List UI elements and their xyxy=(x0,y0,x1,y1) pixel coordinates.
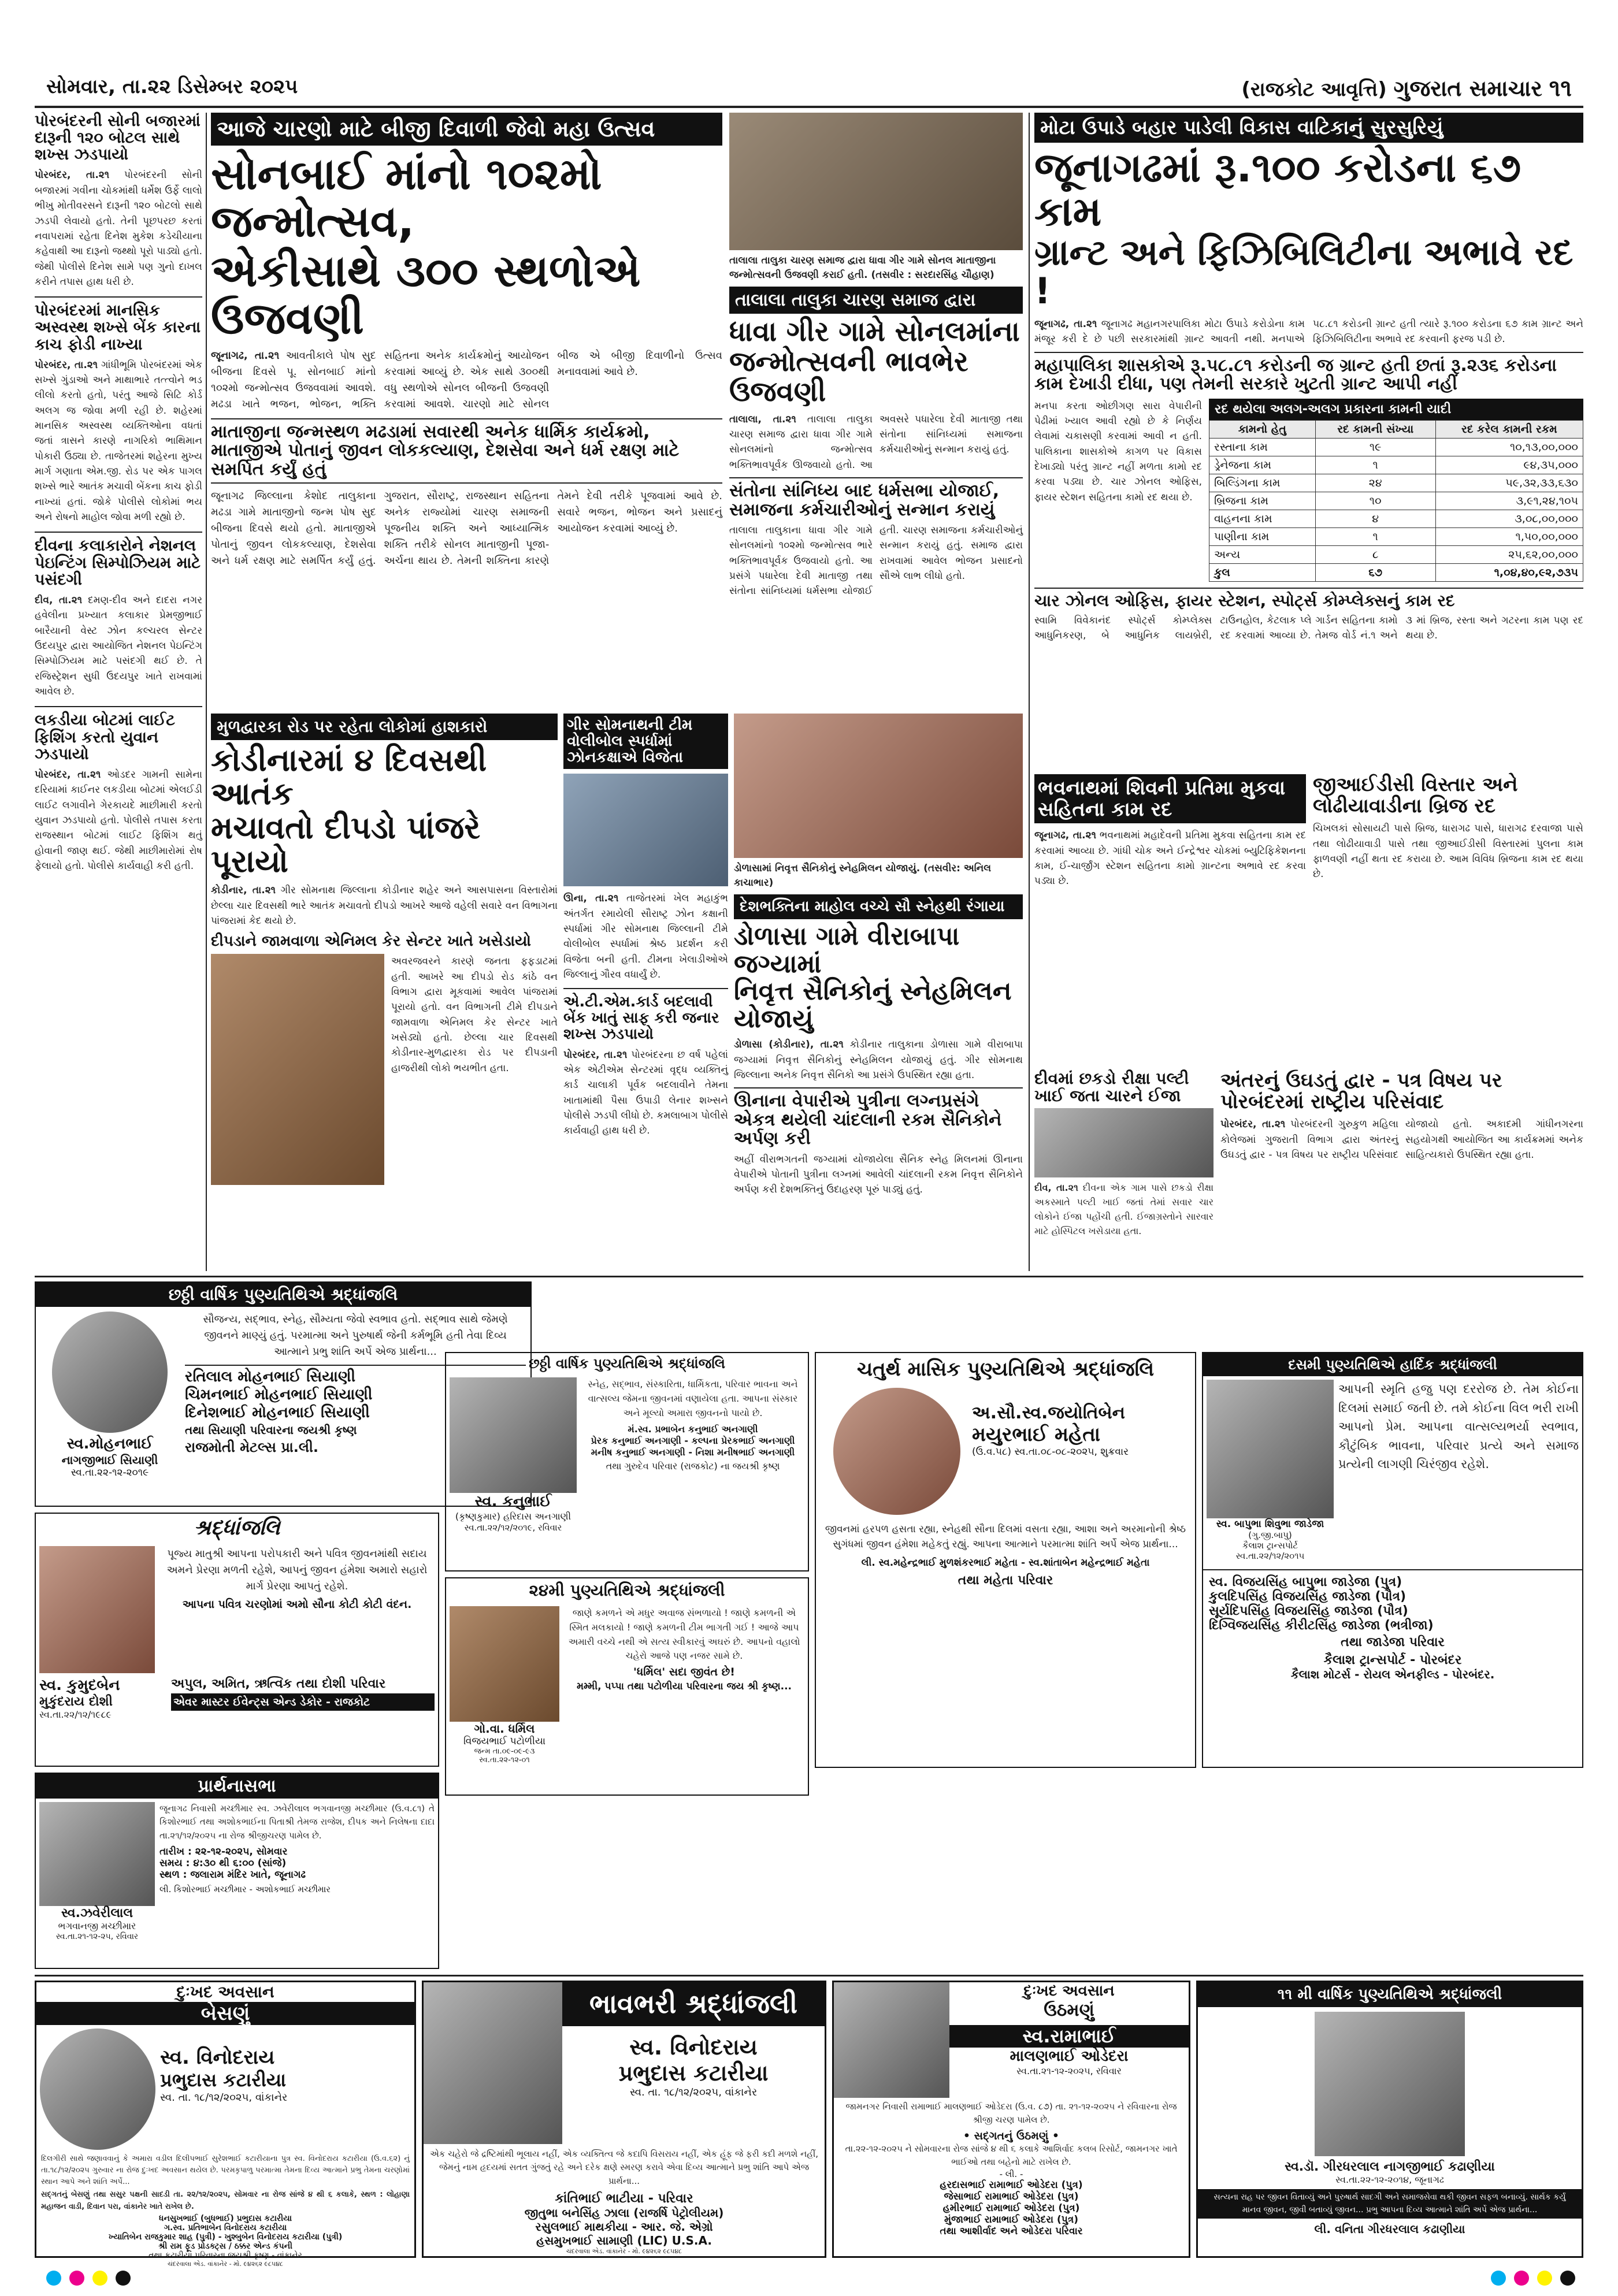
junagadh-article-3: સ્વામિ વિવેકાનંદ સ્પોર્ટ્સ કોમ્પ્લેક્સ આધુનિકરણ, બે આધુનિક લાયબ્રેરી, ટાઉનહોલ, કેટલાક પ્લે ગાર્ડન સહિતના કામો રદ કરવામાં આવ્યા છે. તેમજ વોર્ડ નં.૧ અને ૩ માં બ્રિજ, રસ્તા અને ગટરના કામ પણ રદ થયા છે. xyxy=(1034,614,1583,642)
una-trader-headline: ઊનાના વેપારીએ પુત્રીના લગ્નપ્રસંગે એકત્ર થયેલી ચાંદલાની રકમ સૈનિકોને અર્પણ કરી xyxy=(734,1087,1023,1148)
family-name: કુલદિપસિંહ વિજયસિંહ જાડેજા (પૌત્ર) xyxy=(1209,1589,1407,1604)
tribute-text: પૂજ્ય માતુશ્રી આપના પરોપકારી અને પવિત્ર જીવનમાંથી સદાય અમને પ્રેરણા મળતી રહેશે, આપનું જીવન હંમેશા અમારો સહારો માર્ગ પ્રેરણા આપતું રહેશે. xyxy=(166,1548,428,1592)
atm-article xyxy=(563,1047,728,1139)
besnu-details: સદ્ગતનું બેસણું તથા સસુર પક્ષની સાદડી તા. ૨૨/૧૨/૨૦૨૫, સોમવાર ના રોજ સાંજે ૪ થી ૬ કલાકે, સ્થળ : લોહાણા મહાજન વાડી, દિવાન પરા, વાંકાનેર ખાતે રાખેલ છે. xyxy=(41,2190,410,2211)
issue-date: સોમવાર, તા.૨૨ ડિસેમ્બર ૨૦૨૫ xyxy=(46,75,298,98)
sonbai-subhead: માતાજીના જન્મસ્થળ મઢડામાં સવારથી અનેક ધાર્મિક કાર્યક્રમો, માતાજીએ પોતાનું જીવન લોકકલ્યાણ, દેશસેવા અને ધર્મ રક્ષણ માટે સમર્પિત કર્યું હતું xyxy=(211,418,722,484)
dateline: પોરબંદર, તા.૨૧ xyxy=(1220,1119,1286,1131)
obituary-vinodray-tribute xyxy=(422,1981,826,2258)
dateline: ડોળાસા (કોડીનાર), તા.૨૧ xyxy=(734,1039,844,1051)
article-text: આવતીકાલે પોષ સુદ બીજના દિવસે પૂ. સોનબાઈ માંનો ૧૦૨મો જન્મોત્સવ ઉજવવામાં આવશે. મઢડા ખાતે ભજન, ભોજન, ભક્તિ સહિતના અનેક કાર્યક્રમોનું આયોજન કરવામાં આવ્યું છે. એક સાથે ૩૦૦થી વધુ સ્થળોએ સોનલ બીજની ઉજવણી કરવામાં આવશે. ચારણો માટે સોનલ બીજ એ બીજી દિવાળીનો ઉત્સવ મનાવવામાં આવે છે. xyxy=(211,350,722,410)
death-date: સ્વ.તા.૨૨-૧૨-૨૦૧૪, જૂનાગઢ xyxy=(1335,2174,1444,2185)
article-text: તાજેતરમાં ખેલ મહાકુંભ અંતર્ગત રમાયેલી સૌરાષ્ટ્ર ઝોન કક્ષાની સ્પર્ધામાં ગીર સોમનાથ જિલ્લાની ટીમે વોલીબોલ સ્પર્ધામાં શ્રેષ્ઠ પ્રદર્શન કરી વિજેતા બની હતી. ટીમના ખેલાડીઓએ જિલ્લાનું ગૌરવ વધાર્યું છે. xyxy=(563,893,728,980)
kodinar-story xyxy=(211,714,558,1271)
uthamnu-title: • સદ્ગતનું ઉઠમણું • xyxy=(963,2129,1060,2142)
deceased-surname: માલણભાઈ ઓડેદરા xyxy=(1010,2048,1129,2065)
column-rule xyxy=(206,113,207,1271)
table-row: ડ્રેનેજના કામ ૧ ૯૪,૩૫,૦૦૦ xyxy=(1209,456,1583,474)
tribute-quote: 'ધર્મિલ' સદા જીવંત છે! xyxy=(633,1666,735,1679)
family-name: જેસાભાઈ રામાભાઈ ઓડેદરા (પુત્ર) xyxy=(944,2191,1079,2202)
obituary-title: શ્રદ્ધાંજલિ xyxy=(194,1516,280,1540)
dhava-kicker: તાલાલા તાલુકા ચારણ સમાજ દ્વારા xyxy=(729,287,1023,314)
article-text: દમણ-દીવ અને દાદરા નગર હવેલીના પ્રખ્યાત કલાકાર પ્રેમજીભાઈ બારૈયાની વેસ્ટ ઝોન કલ્ચરલ સેન્ટર ઉદયપુર દ્વારા આયોજિત નેશનલ પેઇન્ટિંગ સિમ્પોઝિયમ માટે પસંદગી થઈ છે. તે રજિસ્ટ્રેશન સુધી ઉદયપુર ખાતે રાખવામાં આવેલ છે. xyxy=(35,594,202,697)
portrait-photo xyxy=(834,1982,949,2098)
junagadh-article-2: મનપા કરતા ઓછીગણ સારા વેપારીની પેઢીમાં ખ્યાલ આવી રહ્યો છે કે નિર્ણય લેવામાં ચકાસણી કરવામાં આવી ન હતી. પાલિકાના શાસકોએ કાગળ પર વિકાસ દેખાડ્યો પરંતુ ગ્રાન્ટ નહીં મળતા કામો રદ કરવા પડ્યા છે. ચાર ઝોનલ ઓફિસ, ફાયર સ્ટેશન સહિતના કામો રદ થયા છે. xyxy=(1034,400,1202,503)
dhava-headline-2: જન્મોત્સવની ભાવભેર ઉજવણી xyxy=(729,345,968,408)
section-rule xyxy=(35,1975,1583,1977)
obituary-vinodray-besnu xyxy=(35,1981,416,2268)
deceased-surname: (ગુ.જી.બાપુ) xyxy=(1248,1530,1292,1540)
registration-mark-cyan xyxy=(46,2271,61,2286)
portrait-photo xyxy=(40,2028,155,2150)
registration-mark-magenta xyxy=(1514,2271,1529,2286)
article-text: ઓડદર ગામની સામેના દરિયામાં કાઈનર લકડીયા બોટમાં એલઈડી લાઈટ લગાવીને ગેરકાયદે માછીમારી કરતો યુવાન ઝડપાયો હતો. પોલીસે તપાસ કરતા રાજસ્થાન બોટમાં લાઈટ ફિશિંગ થતું હોવાની જાણ થઈ. જેથી માછીમારોમાં રોષ ફેલાયો હતો. પોલીસે કાર્યવાહી કરી હતી. xyxy=(35,768,202,872)
signoff-marker: - લી. - xyxy=(999,2169,1023,2179)
registration-mark-yellow xyxy=(1537,2271,1552,2286)
kodinar-headline-1: કોડીનારમાં ૪ દિવસથી આતંક xyxy=(211,742,487,812)
headline-light-fishing: લકડીયા બોટમાં લાઈટ ફિશિંગ કરતો યુવાન ઝડપાયો xyxy=(35,706,202,762)
prayer-time: સમય : ૪:૩૦ થી ૬:૦૦ (સાંજે) xyxy=(159,1857,287,1869)
table-header: રદ કામની સંખ્યા xyxy=(1315,420,1435,438)
family-signoff: તથા ગુરુદેવ પરિવાર (રાજકોટ) ના જયશ્રી કૃષ્ણ xyxy=(606,1461,780,1472)
death-date: સ્વ.તા.૨૧-૧૨-૨૫, રવિવાર xyxy=(55,1932,139,1941)
article-text: જૂનાગઢ મહાનગરપાલિકા મોટા ઉપાડે કરોડોના કામ મંજૂર કરી દે છે પછી સરકારમાંથી ગ્રાન્ટ આવતી નથી. મનપાએ ૫૮.૮૧ કરોડની ગ્રાન્ટ હતી ત્યારે રૂ.૧૦૦ કરોડના ૬૭ કામ ગ્રાન્ટ અને ફિઝિબિલિટીના અભાવે રદ કરવાની ફરજ પડી છે. xyxy=(1034,318,1583,345)
dolasa-article xyxy=(734,1037,1023,1083)
tribute-text: સૌજન્ય, સદ્ભાવ, સ્નેહ, સૌમ્યતા જેવો સ્વભાવ હતો. સદ્ભાવ સાથે જેમણે જીવનને માણ્યું હતું. પરમાત્મા અને પુરુષાર્થ જેની કર્મભૂમિ હતી તેવા દિવ્ય આત્માને પ્રભુ શાંતિ અર્પે એજ પ્રાર્થના... xyxy=(203,1313,508,1358)
article-porbandar-liquor xyxy=(35,168,202,289)
deceased-name: સ્વ. બાપુભા શિવુભા જાડેજા xyxy=(1216,1518,1324,1530)
dolasa-headline-2: નિવૃત્ત સૈનિકોનું સ્નેહમિલન યોજાયું xyxy=(734,976,1012,1034)
obituary-title: ચતુર્થ માસિક પુણ્યતિથિએ શ્રદ્ધાંજલિ xyxy=(856,1358,1155,1381)
dolasa-kicker: દેશભક્તિના માહોલ વચ્ચે સૌ સ્નેહથી રંગાયા xyxy=(734,894,1023,919)
dolasa-headline-1: ડોળાસા ગામે વીરાબાપા જગ્યામાં xyxy=(734,922,960,979)
rickshaw-headline: દીવમાં છકડો રીક્ષા પલ્ટી ખાઈ જતા ચારને ઈજા xyxy=(1034,1069,1189,1106)
death-date: (ઉ.વ.૫૮) સ્વ.તા.૦૮-૦૮-૨૦૨૫, શુક્રવાર xyxy=(972,1446,1129,1458)
deceased-surname: પ્રભુદાસ કટારીયા xyxy=(618,2060,769,2086)
family-signoff: તથા મહેતા પરિવાર xyxy=(958,1573,1053,1588)
left-column xyxy=(35,113,202,1271)
bhavnath-article xyxy=(1034,828,1306,889)
obituary-title: દસમી પુણ્યતિથિએ હાર્દિક શ્રદ્ધાંજલી xyxy=(1203,1353,1582,1376)
dolasa-caption: ડોળાસામાં નિવૃત્ત સૈનિકોનું સ્નેહમિલન યોજાયું. (તસવીર: અનિલ કાચાભાર) xyxy=(734,863,992,889)
rickshaw-story xyxy=(1034,1070,1214,1271)
deceased-surname: વિજયભાઈ પટોળીયા xyxy=(463,1736,546,1747)
family-name: હરદાસભાઈ રામાભાઈ ઓડેદરા (પુત્ર) xyxy=(940,2179,1083,2191)
junagadh-headline-1: જૂનાગઢમાં રૂ.૧૦૦ કરોડના ૬૭ કામ xyxy=(1034,144,1521,235)
deceased-name: સ્વ. કુમુદબેન xyxy=(39,1677,120,1694)
table-header: કામનો હેતુ xyxy=(1209,420,1316,438)
firm-name-2: કૈલાશ ટ્રાન્સપોર્ટ - પોરબંદર xyxy=(1323,1653,1462,1667)
family-name: ચિમનભાઈ મોહનભાઈ સિયાણી xyxy=(185,1385,373,1403)
tribute-text: સ્નેહ, સદ્ભાવ, સંસ્કારિતા, ધાર્મિકતા, પરિવાર ભાવના અને વાત્સલ્ય જેમના જીવનમાં વણાયેલા હતા. આપના સંસ્કાર અને મૂલ્યો અમારા જીવનનો પાયો છે. xyxy=(588,1379,798,1418)
registration-mark-cyan xyxy=(1491,2271,1506,2286)
article-text: તાલાલા તાલુકા ચારણ સમાજ દ્વારા ધાવા ગીર ગામે સોનલમાંનો જન્મોત્સવ ભક્તિભાવપૂર્વક ઊજવાયો હતો. આ અવસરે પધારેલા દેવી માતાજી તથા સંતોના સાંનિધ્યમાં સમાજના કર્મચારીઓનું સન્માન કરાયું હતું. xyxy=(729,413,1023,471)
cancelled-works-table-title: રદ થયેલા અલગ-અલગ પ્રકારના કામની યાદી xyxy=(1209,399,1583,420)
deceased-surname: મુકુંદરાય દોશી xyxy=(39,1695,113,1709)
family-name: મનીષ કનુભાઈ અનગાણી - નિશા મનીષભાઈ અનગાણી xyxy=(591,1447,795,1458)
sonbai-story xyxy=(211,113,722,708)
antarang-story xyxy=(1220,1070,1583,1271)
portrait-photo xyxy=(39,1802,155,1906)
prayer-date: તારીખ : ૨૨-૧૨-૨૦૨૫, સોમવાર xyxy=(159,1845,288,1857)
kodinar-headline-2: મચાવતો દીપડો પાંજરે પૂરાયો xyxy=(211,809,481,879)
deceased-name: સ્વ.ડૉ. ગીરધરલાલ નાગજીભાઈ કઢાણીયા xyxy=(1285,2160,1495,2174)
obituary-girdharlal xyxy=(1196,1981,1583,2258)
family-name: જીતુભા બનેસિંહ ઝાલા (રાજર્ષિ પેટ્રોલીયમ) xyxy=(524,2205,724,2220)
firm-name: રાજમોતી મેટલ્સ પ્રા.લી. xyxy=(185,1439,318,1455)
family-signoff: તથા કટારીયા પરિવારના જયશ્રી કૃષ્ણ - વાંકાનેર xyxy=(149,2250,302,2260)
volleyball-headline: ગીર સોમનાથની ટીમ વોલીબોલ સ્પર્ધામાં ઝોનકક્ષાએ વિજેતા xyxy=(563,714,728,769)
sonbai-headline-2: એકીસાથે ૩૦૦ સ્થળોએ ઉજવણી xyxy=(211,245,641,344)
una-trader-article: અહીં વીરાભગતની જગ્યામાં યોજાયેલા સૈનિક સ્નેહ મિલનમાં ઊનાના વેપારીએ પોતાની પુત્રીના લગ્નમાં આવેલી ચાંદલાની રકમ નિવૃત્ત સૈનિકોને અર્પણ કરી દેશભક્તિનું ઉદાહરણ પૂરું પાડ્યું હતું. xyxy=(734,1153,1023,1196)
dateline: પોરબંદર, તા.૨૧ xyxy=(563,1049,628,1061)
obituary-bapubha xyxy=(1202,1352,1583,1768)
deceased-name: ગો.વા. ધર્મિલ xyxy=(474,1722,535,1736)
portrait-photo xyxy=(450,1377,577,1493)
edition-label: (રાજકોટ આવૃત્તિ) xyxy=(1241,78,1387,101)
table-row: પાણીના કામ ૧ ૧,૫૦,૦૦,૦૦૦ xyxy=(1209,527,1583,545)
dhava-subhead: સંતોના સાંનિધ્ય બાદ ધર્મસભા યોજાઈ, સમાજના કર્મચારીઓનું સન્માન કરાયું xyxy=(729,477,1023,519)
obituary-subtitle: ઉઠમણું xyxy=(1044,2000,1094,2020)
volleyball-article xyxy=(563,891,728,982)
deceased-name: સ્વ.ઝવેરીલાલ xyxy=(61,1906,133,1920)
section-rule xyxy=(35,1276,1583,1277)
dateline: ઊના, તા.૨૧ xyxy=(563,893,619,905)
family-name: રસુલભાઈ માથકીયા - આર. જે. એગ્રો xyxy=(535,2219,713,2234)
rickshaw-article xyxy=(1034,1181,1214,1238)
birth-death-dates: જન્મ તા.૦૯-૦૯-૯૩ સ્વ.તા.૨૨-૧૨-૦૧ xyxy=(474,1747,535,1764)
article-light-fishing xyxy=(35,767,202,874)
family-name: હમીરભાઈ રામાભાઈ ઓડેદરા (પુત્ર) xyxy=(942,2202,1080,2214)
junagadh-story xyxy=(1034,113,1583,768)
family-signoff: લી. વનિતા ગીરધરલાલ કઢાણીયા xyxy=(1314,2222,1465,2236)
header-rule xyxy=(35,106,1583,108)
family-name: મં.સ્વ. પ્રભાબેન કનુભાઈ અનગાણી xyxy=(628,1424,758,1435)
obituary-title: દુઃખદ અવસાન xyxy=(1023,1982,1115,2000)
family-names: અપુલ, અમિત, ઋત્વિક તથા દોશી પરિવાર xyxy=(171,1677,386,1691)
dateline: પોરબંદર, તા.૨૧ xyxy=(35,768,101,781)
dateline: તાલાલા, તા.૨૧ xyxy=(729,413,796,425)
junagadh-subhead: મહાપાલિકા શાસકોએ રૂ.૫૮.૮૧ કરોડની જ ગ્રાન્ટ હતી છતાં રૂ.૨૩૬ કરોડના કામ દેખાડી દીધા, પણ તેમની સરકારે ખુટતી ગ્રાન્ટ આપી નહીં xyxy=(1034,352,1583,394)
junagadh-subhead-2: ચાર ઝોનલ ઓફિસ, ફાયર સ્ટેશન, સ્પોર્ટ્સ કોમ્પ્લેક્સનું કામ રદ xyxy=(1034,588,1583,610)
obituary-title: ભાવભરી શ્રદ્ધાંજલી xyxy=(562,1982,825,2026)
obituary-title: છઠ્ઠી વાર્ષિક પુણ્યતિથિએ શ્રદ્ધાંજલિ xyxy=(529,1355,725,1372)
article-text: પોરબંદરના છ વર્ષ પહેલાં એક એટીએમ સેન્ટરમાં વૃદ્ધ વ્યક્તિનું કાર્ડ ચાલાકી પૂર્વક બદલાવીને તેમના ખાતામાંથી પૈસા ઉપાડી લેનાર શખ્સને પોલીસે ઝડપી લીધો છે. કમલાબાગ પોલીસે કાર્યવાહી હાથ ધરી છે. xyxy=(563,1049,728,1137)
tribute-text: જીવનમાં હરપળ હસતા રહ્યા, સ્નેહથી સૌના દિલમાં વસતા રહ્યા, આશા અને અરમાનોની શ્રેષ્ઠ સુગંધમાં જીવન હંમેશા મહેકતું રહ્યું. આપના આત્માને પરમાત્મા શાંતિ અર્પે એજ પ્રાર્થના... xyxy=(825,1524,1186,1551)
family-name: દિનેશભાઈ મોહનભાઈ સિયાણી xyxy=(185,1403,370,1421)
portrait-photo xyxy=(833,1388,960,1515)
article-text: પોરબંદરની સોની બજારમાં ગવીના ચોકમાંથી ધર્મેશ ઉર્ફે લાલો ભીખુ મોતીવરસને દારૂની ૧૨૦ બોટલો સાથે ઝડપી લેવાયો હતો. તેની પૂછપરછ કરતાં નવાપરામાં રહેતા દિનેશ મુકેશ કડેચીયાના કહેવાથી આ દારૂનો જથ્થો પૂરો પાડ્યો હતો. જેથી પોલીસે દિનેશ સામે પણ ગુનો દાખલ કરીને તપાસ હાથ ધરી છે. xyxy=(35,169,202,288)
atm-headline: એ.ટી.એમ.કાર્ડ બદલાવી બેંક ખાતું સાફ કરી જનાર શખ્સ ઝડપાયો xyxy=(563,988,728,1042)
headline-diu-artists: દીવના કલાકારોને નેશનલ પેઇન્ટિંગ સિમ્પોઝિયમ માટે પસંદગી xyxy=(35,532,202,588)
family-names: લી. સ્વ.મહેન્દ્રભાઈ મુળશંકરભાઈ મહેતા - સ્વ.શાંતાબેન મહેન્દ્રભાઈ મહેતા xyxy=(861,1556,1150,1569)
deceased-name: સ્વ.રામાભાઈ xyxy=(949,2025,1189,2048)
article-text: કોડીનાર તાલુકાના ડોળાસા ગામે વીરાબાપા જગ્યામાં નિવૃત્ત સૈનિકોનું સ્નેહમિલન યોજાયું હતું. ગીર સોમનાથ જિલ્લાના અનેક નિવૃત્ત સૈનિકો આ પ્રસંગે ઉપસ્થિત રહ્યા હતા. xyxy=(734,1039,1023,1082)
tribute-text: દિલગીરી સાથે જણાવવાનું કે અમારા વડીલ દિલીપભાઈ સુરેશભાઈ કટારીયાના પુત્ર સ્વ. વિનોદરાય કટારીયા (ઉ.વ.૬૨) નું તા.૧૮/૧૨/૨૦૨૫ ગુરુવાર ના રોજ દુઃખદ અવસાન થયેલ છે. પરમકૃપાળુ પરમાત્મા તેમના દિવ્ય આત્માને પ્રભુ તેમના ચરણોમાં સ્થાન આપે અને શાંતિ અર્પે... xyxy=(41,2154,410,2187)
antarang-headline: અંતરનું ઉઘડતું દ્વાર - પત્ર વિષય પર પોરબંદરમાં રાષ્ટ્રીય પરિસંવાદ xyxy=(1220,1069,1502,1113)
uthamnu-details: તા.૨૨-૧૨-૨૦૨૫ ને સોમવારના રોજ સાંજે ૪ થી ૬ કલાકે આશિર્વાદ કલબ રિસોર્ટ, જામનગર ખાતે ભાઈઓ તથા બહેનો માટે રાખેલ છે. xyxy=(845,2143,1178,2167)
obituary-title: છઠ્ઠી વાર્ષિક પુણ્યતિથિએ શ્રદ્ધાંજલિ xyxy=(36,1283,530,1307)
sonbai-headline-1: સોનબાઈ માંનો ૧૦૨મો જન્મોત્સવ, xyxy=(211,148,602,247)
dhava-headline-1: ધાવા ગીર ગામે સોનલમાંના xyxy=(729,315,1020,348)
dateline: દીવ, તા.૨૧ xyxy=(1034,1182,1078,1194)
portrait-photo xyxy=(1207,1380,1334,1518)
bhavnath-story xyxy=(1034,774,1306,1063)
obituary-dharmil xyxy=(445,1577,809,1796)
family-name: શ્રી રામ ફૂડ પ્રોડક્ટ્સ / ઠક્કર એન્ડ કંપની xyxy=(158,2241,293,2251)
registration-mark-black xyxy=(1560,2271,1575,2286)
page-number: ૧૧ xyxy=(1549,75,1572,102)
death-date: સ્વ.તા.૨૨/૧૨/૧૯૮૯ xyxy=(39,1709,112,1720)
table-row: બ્રિજના કામ ૧૦ ૩,૯૧,૨૪,૧૦૫ xyxy=(1209,492,1583,510)
registration-mark-black xyxy=(116,2271,131,2286)
obituary-zaverilal xyxy=(35,1773,439,1969)
family-name: સ્વ. વિજયસિંહ બાપુભા જાડેજા (પુત્ર) xyxy=(1209,1575,1402,1589)
obituary-title: ૨૪મી પુણ્યતિથિએ શ્રદ્ધાંજલી xyxy=(529,1581,725,1600)
family-name: હસમુખભાઈ સામાણી (LIC) U.S.A. xyxy=(536,2233,712,2247)
dateline: પોરબંદર, તા.૨૧ xyxy=(35,169,110,181)
article-text: દીવના એક ગામ પાસે છકડો રીક્ષા અકસ્માતે પલ્ટી ખાઈ જતાં તેમાં સવાર ચાર લોકોને ઈજા પહોંચી હતી. ઈજાગ્રસ્તોને સારવાર માટે હોસ્પિટલ ખસેડાયા હતા. xyxy=(1034,1182,1214,1236)
deceased-surname: (કૃષ્ણકુમાર) હરિદાસ અનગાણી xyxy=(455,1511,572,1522)
death-date: સ્વ.તા.૨૨/૧૨/૨૦૧૯, રવિવાર xyxy=(464,1522,562,1533)
volleyball-team-photo xyxy=(563,774,728,886)
dhava-caption: તાલાલા તાલુકા ચારણ સમાજ દ્વારા ધાવા ગીર ગામે સોનલ માતાજીના જન્મોત્સવની ઉજવણી કરાઈ હતી. (તસવીર : સરદારસિંહ ચૌહાણ) xyxy=(729,255,996,281)
table-row: રસ્તાના કામ ૧૯ ૧૦,૧૩,૦૦,૦૦૦ xyxy=(1209,438,1583,456)
family-name: દિગ્વિજયસિંહ કીરીટસિંહ જાડેજા (ભત્રીજા) xyxy=(1209,1618,1434,1633)
deceased-surname: નાગજીભાઈ સિયાણી xyxy=(61,1453,158,1467)
table-row: અન્ય ૮ ૨૫,૬૨,૦૦,૦૦૦ xyxy=(1209,545,1583,563)
family-signoff: કાંતિભાઈ ભાટીયા - પરિવાર xyxy=(555,2191,693,2206)
cancelled-works-table xyxy=(1209,420,1583,582)
dateline: જૂનાગઢ, તા.૨૧ xyxy=(1034,318,1097,330)
obituary-ramabhai xyxy=(832,1981,1190,2258)
family-name: ખ્યાતિબેન રાજકુમાર શાહ (પુત્રી) - ખુશ્બુબેન વિનોદરાય કટારીયા (પુત્રી) xyxy=(108,2232,343,2242)
tribute-text: એક ચહેરો જે દ્રષ્ટિમાંથી ભૂલાય નહીં, એક વ્યક્તિત્વ જે કદાપિ વિસરાય નહીં, એક હૂંફ જે ફરી કદી મળશે નહીં, જેમનું નામ હૃદયમાં સતત ગુંજતું રહે અને દરેક ક્ષણે સ્મરણ કરાવે એવા દિવ્ય આત્માને પ્રભુ શાંતિ આપે એજ પ્રાર્થના... xyxy=(429,2149,819,2186)
article-text: ગીર સોમનાથ જિલ્લાના કોડીનાર શહેર અને આસપાસના વિસ્તારોમાં છેલ્લા ચાર દિવસથી ભારે આતંક મચાવતો દીપડો આખરે આજે વહેલી સવારે વન વિભાગના પાંજરામાં કેદ થયો છે. xyxy=(211,885,558,927)
volleyball-story xyxy=(563,714,728,1271)
portrait-photo xyxy=(1315,2012,1465,2156)
death-date: સ્વ.તા.૨૧-૧૨-૨૦૨૫, રવિવાર xyxy=(1016,2065,1122,2076)
junagadh-article xyxy=(1034,317,1583,347)
family-signoff: તથા સિયાણી પરિવારના જયશ્રી કૃષ્ણ xyxy=(185,1422,357,1437)
family-name: પ્રેરક કનુભાઈ અનગાણી - કલ્પના પ્રેરકભાઈ અનગાણી xyxy=(591,1435,795,1447)
family-names: લી. કિશોરભાઈ મચ્છીમાર - અશોકભાઈ મચ્છીમાર xyxy=(159,1883,331,1894)
tribute-text: જાણે કમળને એ મધુર અવાજ સંભળાયો ! જાણે કમળની એ સ્મિત મલકાયો ! જાણે કમળની ટીમ ભાગતી ગઈ ! આજે આપ અમારી વચ્ચે નથી એ સત્ય સ્વીકારવું અઘરું છે. આપનો વહાલો ચહેરો આજે પણ નજર સામે છે. xyxy=(568,1607,800,1662)
portrait-photo xyxy=(52,1312,168,1433)
page-header xyxy=(35,75,1583,104)
death-date: સ્વ. તા. ૧૮/૧૨/૨૦૨૫, વાંકાનેર xyxy=(160,2091,288,2104)
dateline: જૂનાગઢ, તા.૨૧ xyxy=(1034,830,1096,842)
family-name: રતિલાલ મોહનભાઈ સિયાણી xyxy=(185,1365,526,1386)
article-text: ગાંધીભૂમિ પોરબંદરમાં એક સખ્સે ગુંડાઓ અને માથાભારે તત્ત્વોને ભડ લીલો કરતો હતો, પરંતુ આજે સિટિ કોર્ડ અલગ જ જોવા મળી રહી છે. શહેરમાં માનસિક અસ્વસ્થ વ્યક્તિઓના વધતાં જતાં ત્રાસને કારણે નાગરિકો ભાથિમાન પોકારી ઉઠ્યા છે. તાજેતરમાં શહેરના મુખ્ય માર્ગ ગણાતા એમ.જી. રોડ પર એક પાગલ શખ્સે ભારે આતંક મચાવી બેંકના કાચ ફોડી નાખ્યાં હતાં. જોકે પોલીસે લોકોમાં ભય અને રોષનો માહોલ જોવા મળી રહ્યો છે. xyxy=(35,359,202,523)
obituary-subtitle: બેસણું xyxy=(36,2002,414,2025)
deceased-name: સ્વ. કનુભાઈ xyxy=(474,1493,552,1510)
antarang-article xyxy=(1220,1117,1583,1162)
table-total-row: કુલ ૬૭ ૧,૦૪,૪૦,૯૨,૭૩૫ xyxy=(1209,563,1583,581)
edition-paper-page xyxy=(1241,75,1572,102)
dateline: જૂનાગઢ, તા.૨૧ xyxy=(211,350,280,362)
kodinar-article xyxy=(211,883,558,928)
family-signoff: તથા જાડેજા પરિવાર xyxy=(1341,1635,1445,1649)
dateline: કોડીનાર, તા.૨૧ xyxy=(211,885,276,897)
article-diu-artists xyxy=(35,593,202,699)
firm-name-3: કૈલાશ મોટર્સ - રોયલ એનફીલ્ડ - પોરબંદર. xyxy=(1290,1667,1495,1681)
deceased-name: સ્વ.મોહનભાઈ xyxy=(66,1435,153,1452)
article-text: ભવનાથમાં મહાદેવની પ્રતિમા મુકવા સહિતના કામ રદ કરવામાં આવ્યા છે. ગાંધી ચોક અને ઈન્દ્રેશ્વર ચોકમાં બ્યુટિફિકેશનના કામ, ઈ-ચાર્જીંગ સ્ટેશન સહિતના કામો ગ્રાન્ટના અભાવે રદ કરવા પડ્યા છે. xyxy=(1034,830,1306,887)
obituary-jyotiben xyxy=(815,1352,1196,1768)
dhava-article-2: તાલાલા તાલુકાના ધાવા ગીર ગામે સોનલમાંનો ૧૦૨મો જન્મોત્સવ ભારે ભક્તિભાવપૂર્વક ઉજવાયો હતો. આ પ્રસંગે પધારેલા દેવી માતાજી તથા સંતોના સાંનિધ્યમાં ધર્મસભા યોજાઈ હતી. ચારણ સમાજના કર્મચારીઓનું સન્માન કરાયું હતું. સમાજ દ્વારા રાખવામાં આવેલ ભોજન પ્રસાદનો સૌએ લાભ લીધો હતો. xyxy=(729,524,1023,597)
gidc-article: ચિખલકાં સોસાયટી પાસે બ્રિજ, ધારાગઢ પાસે, ધારાગઢ દરવાજા પાસે તથા લોઢીયાવાડી પાસે તથા જીઆઈડીસી વિસ્તારમાં પુલના કામ ફાળવણી નહીં થતા રદ કરાયા છે. આમ વિવિધ બ્રિજના કામ રદ થયા છે. xyxy=(1313,823,1583,880)
sonbai-kicker: આજે ચારણો માટે બીજી દિવાળી જેવો મહા ઉત્સવ xyxy=(211,113,722,146)
article-mentally-ill-man xyxy=(35,358,202,525)
dhava-story xyxy=(729,113,1023,708)
dolasa-story xyxy=(734,714,1023,1271)
rickshaw-photo xyxy=(1034,1108,1214,1177)
family-signoff: તથા આશીર્વાદ અને ઓડેદરા પરિવાર xyxy=(940,2226,1083,2237)
death-date: સ્વ. તા. ૧૮/૧૨/૨૦૨૫, વાંકાનેર xyxy=(629,2086,758,2098)
obituary-title: દુઃખદ અવસાન xyxy=(176,1982,274,2001)
dateline: દીવ, તા.૨૧ xyxy=(35,594,83,606)
registration-mark-yellow xyxy=(92,2271,107,2286)
table-row: બિલ્ડિંગના કામ ૨૪ ૫૯,૩૨,૩૩,૬૩૦ xyxy=(1209,474,1583,492)
ad-agency: ચંદરવાલા એડ. વાંકાનેર - મો. ૯૪૨૬૨ ૯૮૫૪૮ xyxy=(167,2260,284,2268)
deceased-surname: ભગવાનજી મચ્છીમાર xyxy=(58,1920,136,1931)
gidc-story xyxy=(1313,774,1583,1063)
tribute-text: આપની સ્મૃતિ હજુ પણ દરરોજ છે. તેમ કોઈના દિલમાં સમાઈ જતી છે. તમે કોઈના વિલ ભરી રાખી આપનો પ્રેમ. આપના વાત્સલ્યભર્યા સ્વભાવ, કૌટુંબિક ભાવના, પરિવાર પ્રત્યે અને સમાજ પ્રત્યેની લાગણી ચિરંજીવ રહેશે. xyxy=(1338,1382,1579,1472)
leopard-photo xyxy=(211,954,384,1185)
junagadh-kicker: મોટા ઉપાડે બહાર પાડેલી વિકાસ વાટિકાનું સુરસુરિયું xyxy=(1034,113,1583,143)
obituary-kanubhai xyxy=(445,1352,809,1571)
portrait-photo xyxy=(39,1546,155,1673)
obituary-title: ૧૧ મી વાર્ષિક પુણ્યતિથિએ શ્રદ્ધાંજલી xyxy=(1198,1982,1582,2007)
prayer-venue: સ્થળ : જલારામ મંદિર ખાતે, જૂનાગઢ xyxy=(159,1868,306,1881)
death-date: સ્વ.તા.૨૨/૧૨/૨૦૧૫ xyxy=(1235,1551,1305,1561)
dolasa-photo xyxy=(734,714,1023,858)
junagadh-headline-2: ગ્રાન્ટ અને ફિઝિબિલિટીના અભાવે રદ ! xyxy=(1034,231,1574,313)
portrait-photo xyxy=(424,1982,562,2144)
sonbai-article xyxy=(211,348,722,413)
kodinar-kicker: મુળદ્વારકા રોડ પર રહેતા લોકોમાં હાશકારો xyxy=(211,714,558,740)
deceased-name: સ્વ. વિનોદરાય xyxy=(160,2046,275,2069)
gidc-headline: જીઆઈડીસી વિસ્તાર અને લોઢીયાવાડીના બ્રિજ રદ xyxy=(1313,773,1518,818)
ad-agency: ચંદરવાલા એડ. વાંકાનેર - મો. ૯૪૨૬૨ ૯૮૫૪૮ xyxy=(566,2247,682,2255)
deceased-surname: પ્રભુદાસ કટારીયા xyxy=(160,2069,286,2091)
article-text: પોરબંદરની ગુરુકુળ મહિલા કોલેજમાં ગુજરાતી વિભાગ દ્વારા અંતરનું ઉઘડતું દ્વાર - પત્ર વિષય પર રાષ્ટ્રીય પરિસંવાદ યોજાયો હતો. અકાદમી ગાંધીનગરના સહયોગથી આયોજિત આ કાર્યક્રમમાં અનેક સાહિત્યકારો ઉપસ્થિત રહ્યા હતા. xyxy=(1220,1119,1583,1161)
dhava-article xyxy=(729,412,1023,473)
dhava-photo xyxy=(729,113,1023,250)
portrait-photo xyxy=(450,1606,559,1722)
headline-porbandar-liquor: પોરબંદરની સોની બજારમાં દારૂની ૧૨૦ બોટલ સાથે શખ્સ ઝડપાયો xyxy=(35,112,201,164)
family-name: સૂર્યદિપસિંહ વિજયસિંહ જાડેજા (પૌત્ર) xyxy=(1209,1604,1408,1618)
dateline: પોરબંદર, તા.૨૧ xyxy=(35,359,98,371)
obituary-title: પ્રાર્થનાસભા xyxy=(36,1774,438,1799)
sonbai-article-2: જૂનાગઢ જિલ્લાના કેશોદ તાલુકાના મઢડા ગામે માતાજીનો જન્મ પોષ સુદ બીજના દિવસે થયો હતો. માતાજીએ પોતાનું જીવન લોકકલ્યાણ, દેશસેવા અને ધર્મ રક્ષણ માટે સમર્પિત કર્યું હતું. ગુજરાત, સૌરાષ્ટ્ર, રાજસ્થાન સહિતના અનેક રાજ્યોમાં ચારણ સમાજની પૂજનીય શક્તિ અને આધ્યાત્મિક શક્તિ તરીકે સોનલ માતાજીની પૂજા-અર્ચના થાય છે. તેમની શક્તિના કારણે તેમને દેવી તરીકે પૂજવામાં આવે છે. સવારે ભજન, ભોજન અને પ્રસાદનું આયોજન કરવામાં આવ્યું છે. xyxy=(211,490,722,567)
column-rule xyxy=(1029,113,1030,1271)
paper-name: ગુજરાત સમાચાર xyxy=(1393,76,1542,101)
tribute-line: આપના પવિત્ર ચરણોમાં અમો સૌના કોટી કોટી વંદન. xyxy=(182,1597,412,1611)
kodinar-subhead: દીપડાને જામવાળા એનિમલ કેર સેન્ટર ખાતે ખસેડાયો xyxy=(211,932,531,950)
family-name: મુંજાભાઈ રામાભાઈ ઓડેદરા (પુત્ર) xyxy=(944,2214,1079,2226)
tribute-text: જૂનાગઢ નિવાસી મચ્છીમાર સ્વ. ઝવેરીલાલ ભગવાનજી મચ્છીમાર (ઉ.વ.૮૧) તે કિશોરભાઈ તથા અશોકભાઈના પિતાશ્રી તેમજ રાજેશ, દીપક અને નિલેષના દાદા તા.૨૧/૧૨/૨૦૨૫ ના રોજ શ્રીજીચરણ પામેલ છે. xyxy=(159,1803,435,1841)
kodinar-article-2: અવરજવરને કારણે જનતા ફફડાટમાં હતી. આખરે આ દીપડો રોડ કાંઠે વન વિભાગ દ્વારા મૂકવામાં આવેલ પાંજરામાં પૂરાયો હતો. વન વિભાગની ટીમે દીપડાને જામવાળા એનિમલ કેર સેન્ટર ખાતે ખસેડ્યો હતો. છેલ્લા ચાર દિવસથી કોડીનાર-મુળદ્વારકા રોડ પર દીપડાની હાજરીથી લોકો ભયભીત હતા. xyxy=(391,956,558,1074)
obituary-kumudben xyxy=(35,1513,439,1767)
tribute-text: સત્યના રાહ પર જીવન વિતાવ્યું અને પુરુષાર્થ સાદગી અને સમાજસેવા થકી જીવન સફળ બનાવ્યું. સાર્થક કર્યું માનવ જીવન, જીવી બતાવ્યું જીવન... પ્રભુ આપના દિવ્ય આત્માને શાંતિ અર્પે એજ પ્રાર્થના... xyxy=(1198,2189,1582,2219)
firm-name: એવર માસ્ટર ઈવેન્ટ્સ એન્ડ ડેકોર - રાજકોટ xyxy=(171,1693,435,1711)
family-signoff: મમ્મી, પપ્પા તથા પટોળીયા પરિવારના જય શ્રી કૃષ્ણ... xyxy=(577,1681,792,1693)
family-name: ધનસુખભાઈ (બુધભાઈ) પ્રભુદાસ કટારીયા xyxy=(158,2213,292,2223)
family-name: ગ.સ્વ. પ્રતિભાબેન વિનોદરાય કટારીયા xyxy=(164,2223,287,2232)
deceased-surname: મયુરભાઈ મહેતા xyxy=(972,1423,1101,1446)
bhavnath-headline: ભવનાથમાં શિવની પ્રતિમા મુકવા સહિતના કામ રદ xyxy=(1034,774,1306,823)
table-row: વાહનના કામ ૪ ૩,૦૮,૦૦,૦૦૦ xyxy=(1209,510,1583,527)
death-date: સ્વ.તા.૨૨-૧૨-૨૦૧૯ xyxy=(70,1467,149,1478)
tribute-text: જામનગર નિવાસી રામાભાઈ માલણભાઈ ઓડેદરા (ઉ.વ. ૮૭) તા. ૨૧-૧૨-૨૦૨૫ ને રવિવારના રોજ શ્રીજી ચરણ પામેલ છે. xyxy=(845,2101,1177,2126)
table-header: રદ કરેલ કામની રકમ xyxy=(1435,420,1583,438)
headline-mentally-ill-man: પોરબંદરમાં માનસિક અસ્વસ્થ શખ્સે બેંક કારના કાચ ફોડી નાખ્યા xyxy=(35,296,202,352)
deceased-name: સ્વ. વિનોદરાય xyxy=(629,2034,758,2060)
deceased-name: અ.સૌ.સ્વ.જયોતિબેન xyxy=(972,1403,1125,1423)
firm-name: કૈલાશ ટ્રાન્સપોર્ટ xyxy=(1242,1540,1298,1551)
registration-mark-magenta xyxy=(69,2271,84,2286)
